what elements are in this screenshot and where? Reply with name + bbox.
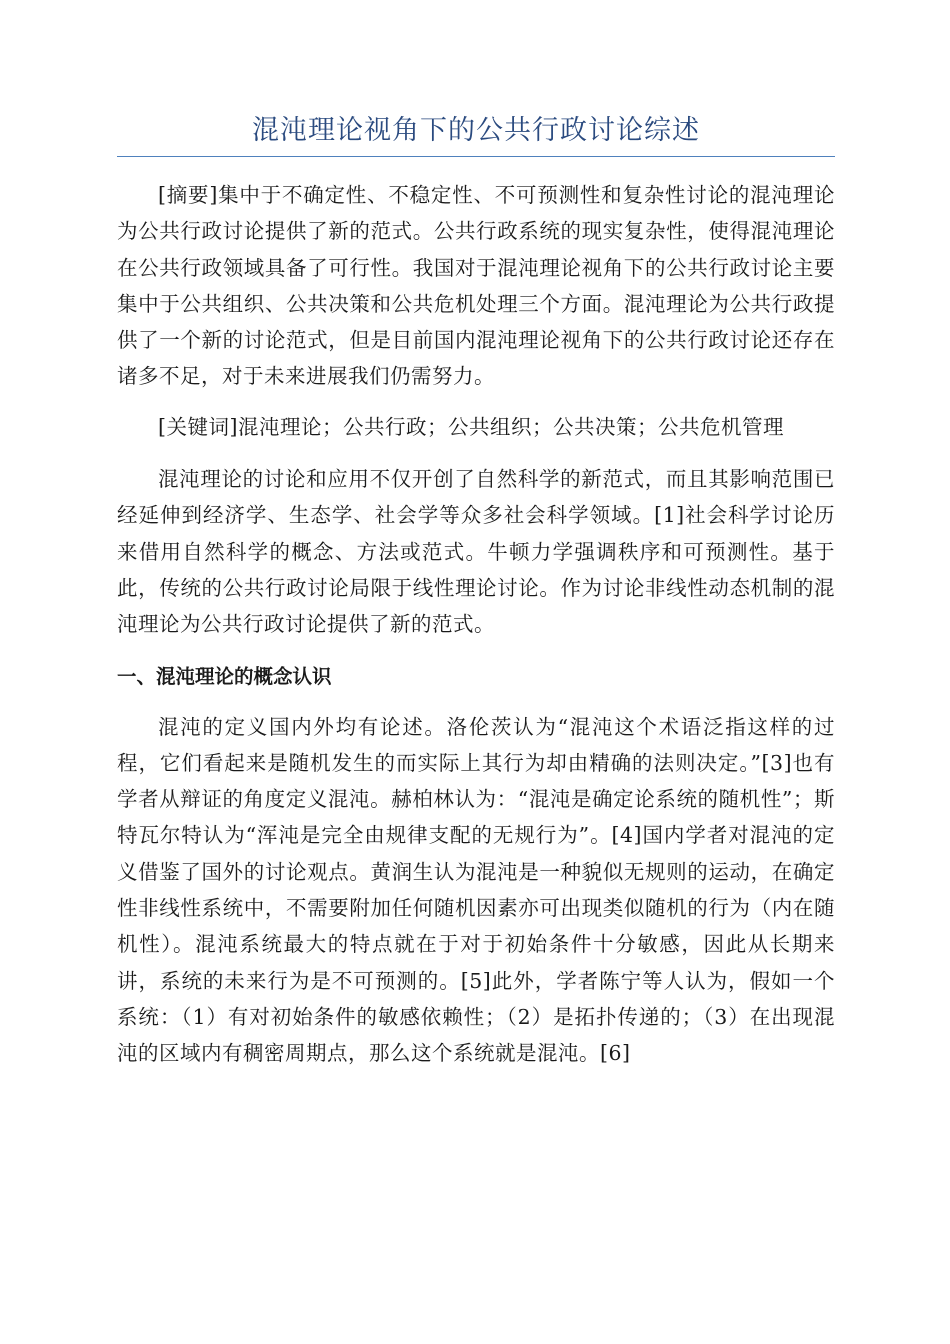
section-heading: 一、混沌理论的概念认识	[117, 664, 332, 688]
section-body-paragraph: 混沌的定义国内外均有论述。洛伦茨认为“混沌这个术语泛指这样的过程，它们看起来是随机发生的而实际上其行为却由精确的法则决定。”[3]也有学者从辩证的角度定义混沌。赫柏林认为：“混沌是确定论系统的随机性”；斯特瓦尔特认为“浑沌是完全由规律支配的无规行为”。[4]国内学者对混沌的定义借鉴了国外的讨论观点。黄润生认为混沌是一种貌似无规则的运动，在确定性非线性系统中，不需要附加任何随机因素亦可出现类似随机的行为（内在随机性）。混沌系统最大的特点就在于对于初始条件十分敏感，因此从长期来讲，系统的未来行为是不可预测的。[5]此外，学者陈宁等人认为，假如一个系统：（1）有对初始条件的敏感依赖性；（2）是拓扑传递的；（3）在出现混沌的区域内有稠密周期点，那么这个系统就是混沌。[6]	[117, 714, 835, 1066]
document-title: 混沌理论视角下的公共行政讨论综述	[117, 108, 835, 157]
intro-paragraph: 混沌理论的讨论和应用不仅开创了自然科学的新范式，而且其影响范围已经延伸到经济学、生态学、社会学等众多社会科学领域。[1]社会科学讨论历来借用自然科学的概念、方法或范式。牛顿力学强调秩序和可预测性。基于此，传统的公共行政讨论局限于线性理论讨论。作为讨论非线性动态机制的混沌理论为公共行政讨论提供了新的范式。	[117, 467, 835, 637]
abstract-paragraph: [摘要]集中于不确定性、不稳定性、不可预测性和复杂性讨论的混沌理论为公共行政讨论提供了新的范式。公共行政系统的现实复杂性，使得混沌理论在公共行政领域具备了可行性。我国对于混沌理论视角下的公共行政讨论主要集中于公共组织、公共决策和公共危机处理三个方面。混沌理论为公共行政提供了一个新的讨论范式，但是目前国内混沌理论视角下的公共行政讨论还存在诸多不足，对于未来进展我们仍需努力。	[117, 183, 835, 389]
keywords-paragraph: [关键词]混沌理论；公共行政；公共组织；公共决策；公共危机管理	[158, 414, 784, 439]
document-page	[117, 108, 835, 1072]
